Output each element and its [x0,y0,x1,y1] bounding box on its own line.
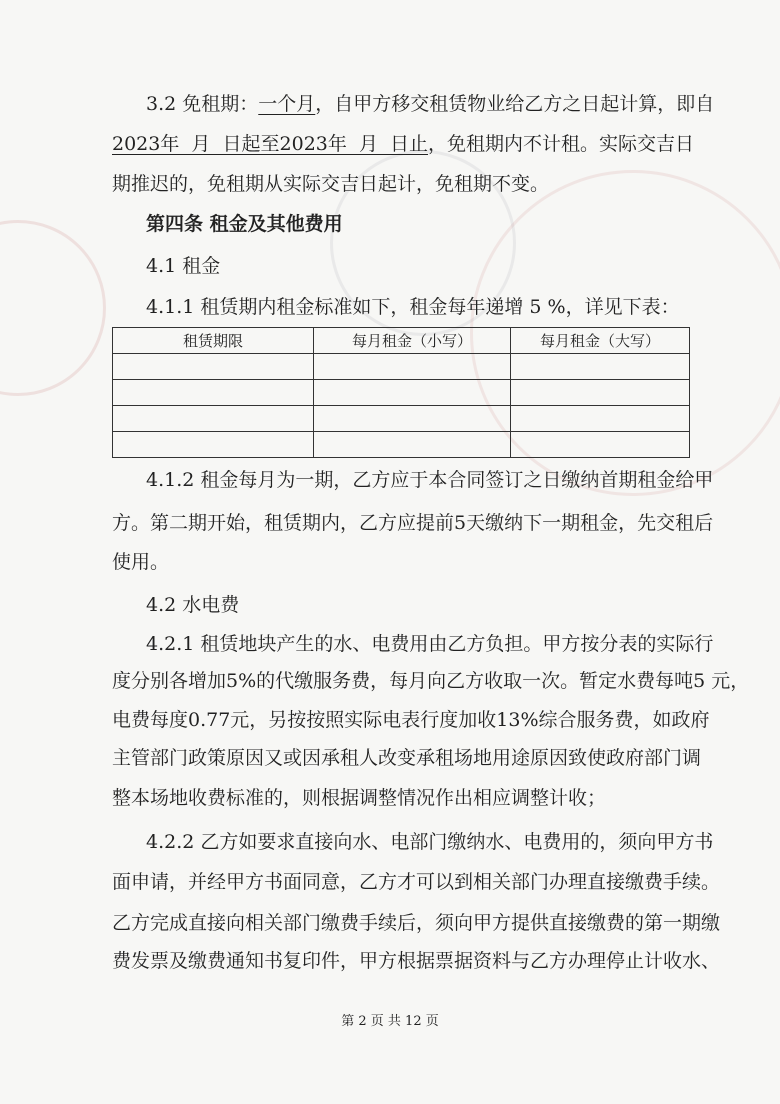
table-header-cell: 每月租金（大写） [511,328,690,354]
section-4-2-1-line-5: 整本场地收费标准的，则根据调整情况作出相应调整计收； [112,787,607,809]
section-3-2-text-2: ，免租期内不计租。实际交吉日 [428,133,695,155]
section-4-1-2-line-1: 4.1.2 租金每月为一期，乙方应于本合同签订之日缴纳首期租金给甲 [146,469,714,491]
table-cell [113,380,314,406]
section-4-2-1-line-4: 主管部门政策原因又或因承租人改变承租场地用途原因致使政府部门调 [112,747,702,769]
section-4-2-2-line-4: 费发票及缴费通知书复印件，甲方根据票据资料与乙方办理停止计收水、 [112,950,721,972]
section-3-2-line-2 [112,131,694,157]
table-cell [314,380,511,406]
table-row [113,380,690,406]
section-3-2-line-3: 期推迟的，免租期从实际交吉日起计，免租期不变。 [112,173,550,195]
section-4-2-title: 4.2 水电费 [146,594,240,616]
table-cell [113,406,314,432]
section-4-1-1-text: 4.1.1 租赁期内租金标准如下，租金每年递增 5 %，详见下表： [146,296,680,318]
seal-stamp-left [0,220,106,396]
table-header-cell: 每月租金（小写） [314,328,511,354]
rent-free-duration: 一个月 [258,93,316,115]
section-4-2-2-line-2: 面申请，并经甲方书面同意，乙方才可以到相关部门办理直接缴费手续。 [112,871,721,893]
section-4-2-1-line-3: 电费每度0.77元，另按按照实际电表行度加收13%综合服务费，如政府 [112,709,710,731]
section-4-2-1-line-2: 度分别各增加5%的代缴服务费，每月向乙方收取一次。暂定水费每吨5 元， [112,670,750,692]
section-3-2-line-1 [146,91,715,117]
section-4-2-2-line-1: 4.2.2 乙方如要求直接向水、电部门缴纳水、电费用的，须向甲方书 [146,831,714,853]
article-4-title: 第四条 租金及其他费用 [146,213,343,235]
table-row [113,406,690,432]
section-4-1-title: 4.1 租金 [146,255,221,277]
rent-free-period-dates: 2023年 月 日起至2023年 月 日止 [112,133,429,155]
section-4-2-2-line-3: 乙方完成直接向相关部门缴费手续后，须向甲方提供直接缴费的第一期缴 [112,912,721,934]
section-3-2-text: ，自甲方移交租赁物业给乙方之日起计算，即自 [315,93,715,115]
table-cell [511,354,690,380]
table-cell [113,432,314,458]
section-4-1-2-line-2: 方。第二期开始，租赁期内，乙方应提前5天缴纳下一期租金，先交租后 [112,512,714,534]
table-cell [511,432,690,458]
table-cell [113,354,314,380]
section-4-2-1-line-1: 4.2.1 租赁地块产生的水、电费用由乙方负担。甲方按分表的实际行 [146,633,714,655]
section-3-2-label: 3.2 免租期： [146,93,259,115]
table-row [113,432,690,458]
table-cell [511,406,690,432]
table-header-cell: 租赁期限 [113,328,314,354]
table-cell [314,406,511,432]
table-cell [314,354,511,380]
table-cell [511,380,690,406]
seal-watermark: ​ [70,620,134,660]
table-row [113,354,690,380]
rent-schedule-table [112,327,690,458]
table-header-row [113,328,690,354]
page-number-footer: 第 2 页 共 12 页 [341,1014,439,1029]
table-cell [314,432,511,458]
section-4-1-2-line-3: 使用。 [112,551,170,573]
